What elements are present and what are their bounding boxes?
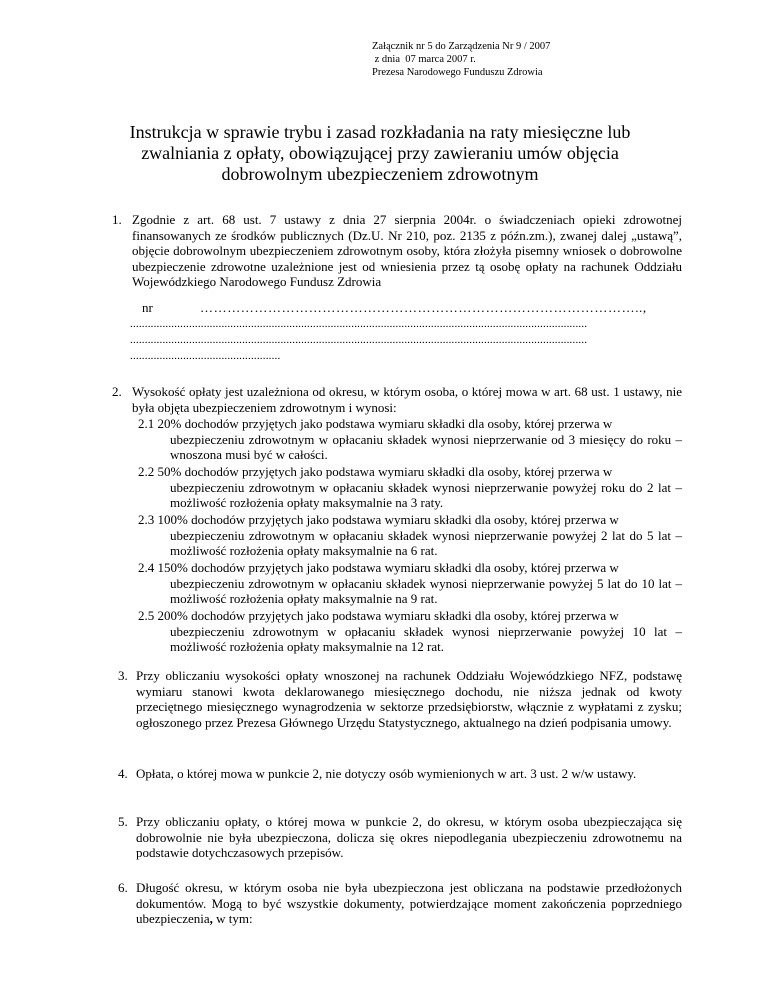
item-6-comma: , [209,911,213,926]
item-2-text: Wysokość opłaty jest uzależniona od okresu, w którym osoba, o której mowa w art. 68 ust. 1 ustawy, nie była objęta ubezpieczeniem zdrowotnym i wynosi: [132,384,682,415]
item-1-number: 1. [112,212,122,227]
item-2-2-rest: ubezpieczeniu zdrowotnym w opłacaniu składek wynosi nieprzerwanie powyżej roku do 2 lat – możliwość rozłożenia opłaty maksymalnie na 3 raty. [170,479,682,510]
item-1-nr-label: nr [142,300,153,315]
item-2-5 [138,608,682,655]
item-5-text: Przy obliczaniu opłaty, o której mowa w punkcie 2, do okresu, w którym osoba ubezpieczająca się dobrowolnie nie była ubezpieczona, dolicza się okres niepodlegania ubezpieczeniu zdrowotnemu na podstawie dotychczasowych przepisów. [136,814,682,860]
item-2-4-lead: 2.4 150% dochodów przyjętych jako podstawa wymiaru składki dla osoby, której przerwa w [138,560,619,575]
item-2-1-rest: ubezpieczeniu zdrowotnym w opłacaniu składek wynosi nieprzerwanie od 3 miesięcy do roku – wnoszona musi być w całości. [170,431,682,462]
attachment-header [372,40,550,79]
item-2-2-lead: 2.2 50% dochodów przyjętych jako podstawa wymiaru składki dla osoby, której przerwa w [138,464,613,479]
item-3-number: 3. [118,668,128,683]
item-1-dots-line-2: ........................................................................................................................................................... [130,334,588,346]
item-6-text [136,880,682,927]
item-2-5-rest: ubezpieczeniu zdrowotnym w opłacaniu składek wynosi nieprzerwanie powyżej 10 lat – możliwość rozłożenia opłaty maksymalnie na 12 rat. [170,623,682,654]
item-1-dots-line-1: ........................................................................................................................................................... [130,318,588,330]
item-1-dots-line-3: ................................................... [130,350,281,362]
item-6-text-end: w tym: [212,911,253,926]
item-4-text: Opłata, o której mowa w punkcie 2, nie dotyczy osób wymienionych w art. 3 ust. 2 w/w ustawy. [136,766,637,781]
item-2-3-lead: 2.3 100% dochodów przyjętych jako podstawa wymiaru składki dla osoby, której przerwa w [138,512,619,527]
item-2-4-rest: ubezpieczeniu zdrowotnym w opłacaniu składek wynosi nieprzerwanie powyżej 5 lat do 10 lat – możliwość rozłożenia opłaty maksymalnie na 9 rat. [170,575,682,606]
item-2-2 [138,464,682,511]
attachment-line-2: z dnia 07 marca 2007 r. [372,54,476,65]
item-2-5-lead: 2.5 200% dochodów przyjętych jako podstawa wymiaru składki dla osoby, której przerwa w [138,608,619,623]
item-6-number: 6. [118,880,128,895]
item-4-number: 4. [118,766,128,781]
item-6-text-main: Długość okresu, w którym osoba nie była ubezpieczona jest obliczana na podstawie przedłożonych dokumentów. Mogą to być wszystkie dokumenty, potwierdzające moment zakończenia poprzedniego ubezpieczenia [136,880,682,926]
item-1-nr-dots: …………………………………………………………………………………….., [200,300,647,315]
item-2-1-lead: 2.1 20% dochodów przyjętych jako podstawa wymiaru składki dla osoby, której przerwa w [138,416,613,431]
item-2-number: 2. [112,384,122,399]
item-2-3 [138,512,682,559]
attachment-line-1: Załącznik nr 5 do Zarządzenia Nr 9 / 2007 [372,41,551,52]
item-3-text: Przy obliczaniu wysokości opłaty wnoszonej na rachunek Oddziału Wojewódzkiego NFZ, podstawę wymiaru stanowi kwota deklarowanego miesięcznego dochodu, nie niższa jednak od kwoty przeciętnego miesięcznego wynagrodzenia w sektorze przedsiębiorstw, włącznie z wypłatami z zysku; ogłoszonego przez Prezesa Głównego Urzędu Statystycznego, aktualnego na dzień podpisania umowy. [136,668,682,730]
item-2-4 [138,560,682,607]
item-2-3-rest: ubezpieczeniu zdrowotnym w opłacaniu składek wynosi nieprzerwanie powyżej 2 lat do 5 lat – możliwość rozłożenia opłaty maksymalnie na 6 rat. [170,527,682,558]
attachment-line-3: Prezesa Narodowego Funduszu Zdrowia [372,67,543,78]
item-5-number: 5. [118,814,128,829]
item-2-1 [138,416,682,463]
document-title: Instrukcja w sprawie trybu i zasad rozkładania na raty miesięczne lub zwalniania z opłaty, obowiązującej przy zawieraniu umów objęcia dobrowolnym ubezpieczeniem zdrowotnym [129,122,631,184]
item-1-text: Zgodnie z art. 68 ust. 7 ustawy z dnia 27 sierpnia 2004r. o świadczeniach opieki zdrowotnej finansowanych ze środków publicznych (Dz.U. Nr 210, poz. 2135 z późn.zm.), zwanej dalej „ustawą”, objęcie dobrowolnym ubezpieczeniem zdrowotnym osoby, która złożyła pisemny wniosek o dobrowolne ubezpieczenie zdrowotne uzależnione jest od wniesienia przez tą osobę opłaty na rachunek Oddziału Wojewódzkiego Narodowego Fundusz Zdrowia [132,212,682,289]
